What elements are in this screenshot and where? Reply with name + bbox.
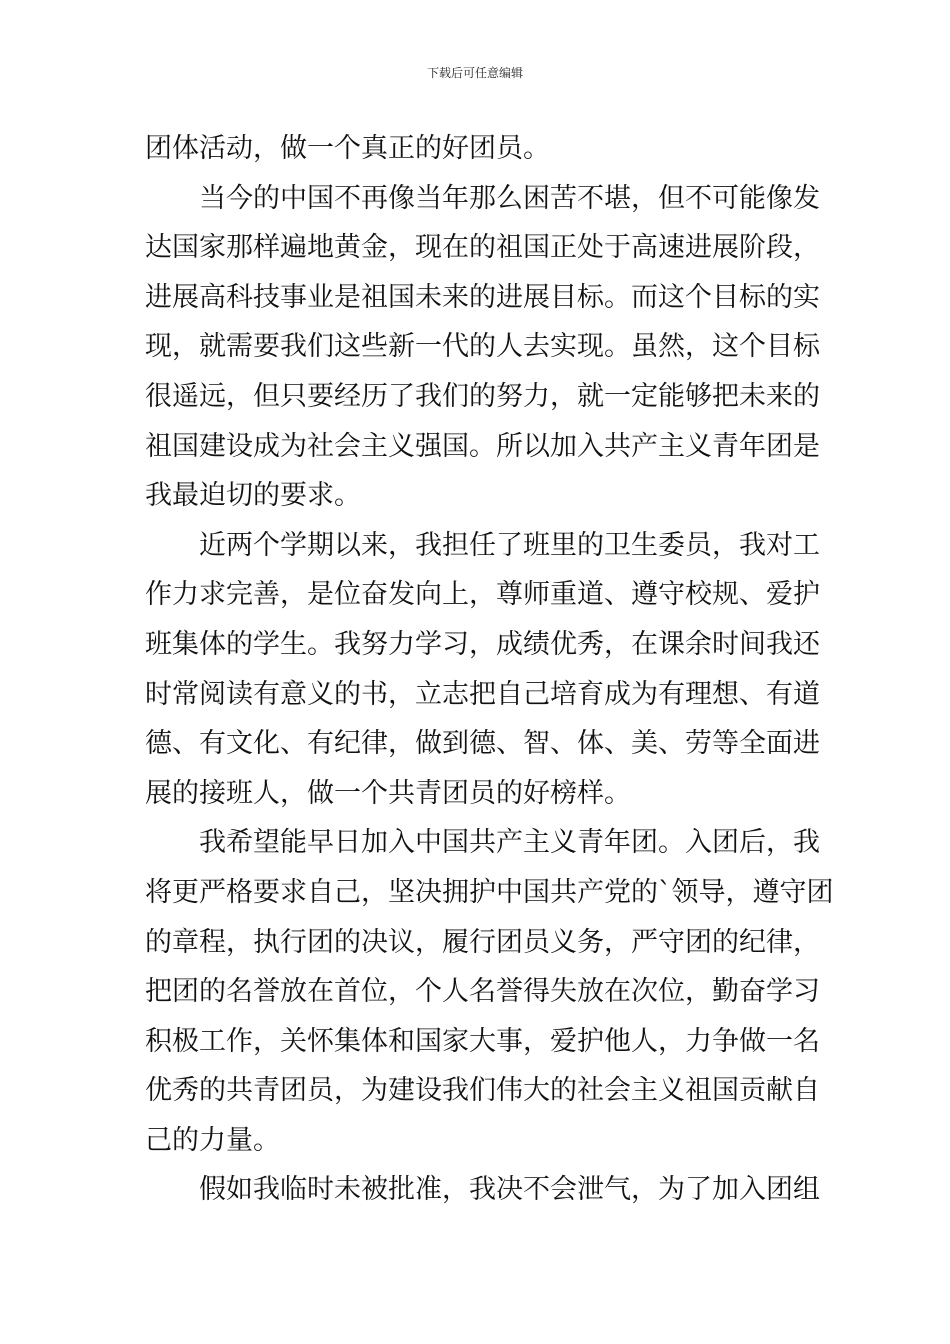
- text-line: 祖国建设成为社会主义强国。所以加入共产主义青年团是: [145, 430, 820, 462]
- text-line: 达国家那样遍地黄金，现在的祖国正处于高速进展阶段，: [145, 232, 820, 264]
- paragraph: [145, 818, 834, 1165]
- text-line: 展的接班人，做一个共青团员的好榜样。: [145, 777, 631, 809]
- text-line: 当今的中国不再像当年那么困苦不堪，但不可能像发: [199, 182, 820, 214]
- text-line: 现，就需要我们这些新一代的人去实现。虽然，这个目标: [145, 331, 820, 363]
- text-line: 将更严格要求自己，坚决拥护中国共产党的`领导，遵守团: [145, 876, 834, 908]
- text-line: 很遥远，但只要经历了我们的努力，就一定能够把未来的: [145, 380, 820, 412]
- text-line: 时常阅读有意义的书，立志把自己培育成为有理想、有道: [145, 678, 820, 710]
- paragraph: [145, 124, 809, 174]
- paragraph: [145, 1165, 820, 1215]
- paragraph: [145, 174, 820, 521]
- text-line: 近两个学期以来，我担任了班里的卫生委员，我对工: [199, 529, 820, 561]
- page-header: 下载后可任意编辑: [426, 66, 523, 80]
- text-line: 假如我临时未被批准，我决不会泄气，为了加入团组: [199, 1174, 820, 1206]
- text-line: 我最迫切的要求。: [145, 480, 361, 512]
- text-line: 积极工作，关怀集体和国家大事，爱护他人，力争做一名: [145, 1025, 820, 1057]
- paragraph: [145, 521, 820, 819]
- text-line: 班集体的学生。我努力学习，成绩优秀，在课余时间我还: [145, 628, 820, 660]
- text-line: 优秀的共青团员，为建设我们伟大的社会主义祖国贡献自: [145, 1075, 820, 1107]
- text-line: 进展高科技事业是祖国未来的进展目标。而这个目标的实: [145, 281, 820, 313]
- text-line: 团体活动，做一个真正的好团员。: [145, 133, 550, 164]
- text-line: 己的力量。: [145, 1124, 280, 1156]
- text-line: 的章程，执行团的决议，履行团员义务，严守团的纪律，: [145, 926, 820, 958]
- document-body: [145, 124, 834, 1215]
- text-line: 作力求完善，是位奋发向上，尊师重道、遵守校规、爱护: [145, 579, 820, 611]
- text-line: 德、有文化、有纪律，做到德、智、体、美、劳等全面进: [145, 728, 820, 760]
- text-line: 我希望能早日加入中国共产主义青年团。入团后，我: [199, 827, 820, 859]
- text-line: 把团的名誉放在首位，个人名誉得失放在次位，勤奋学习: [145, 976, 820, 1008]
